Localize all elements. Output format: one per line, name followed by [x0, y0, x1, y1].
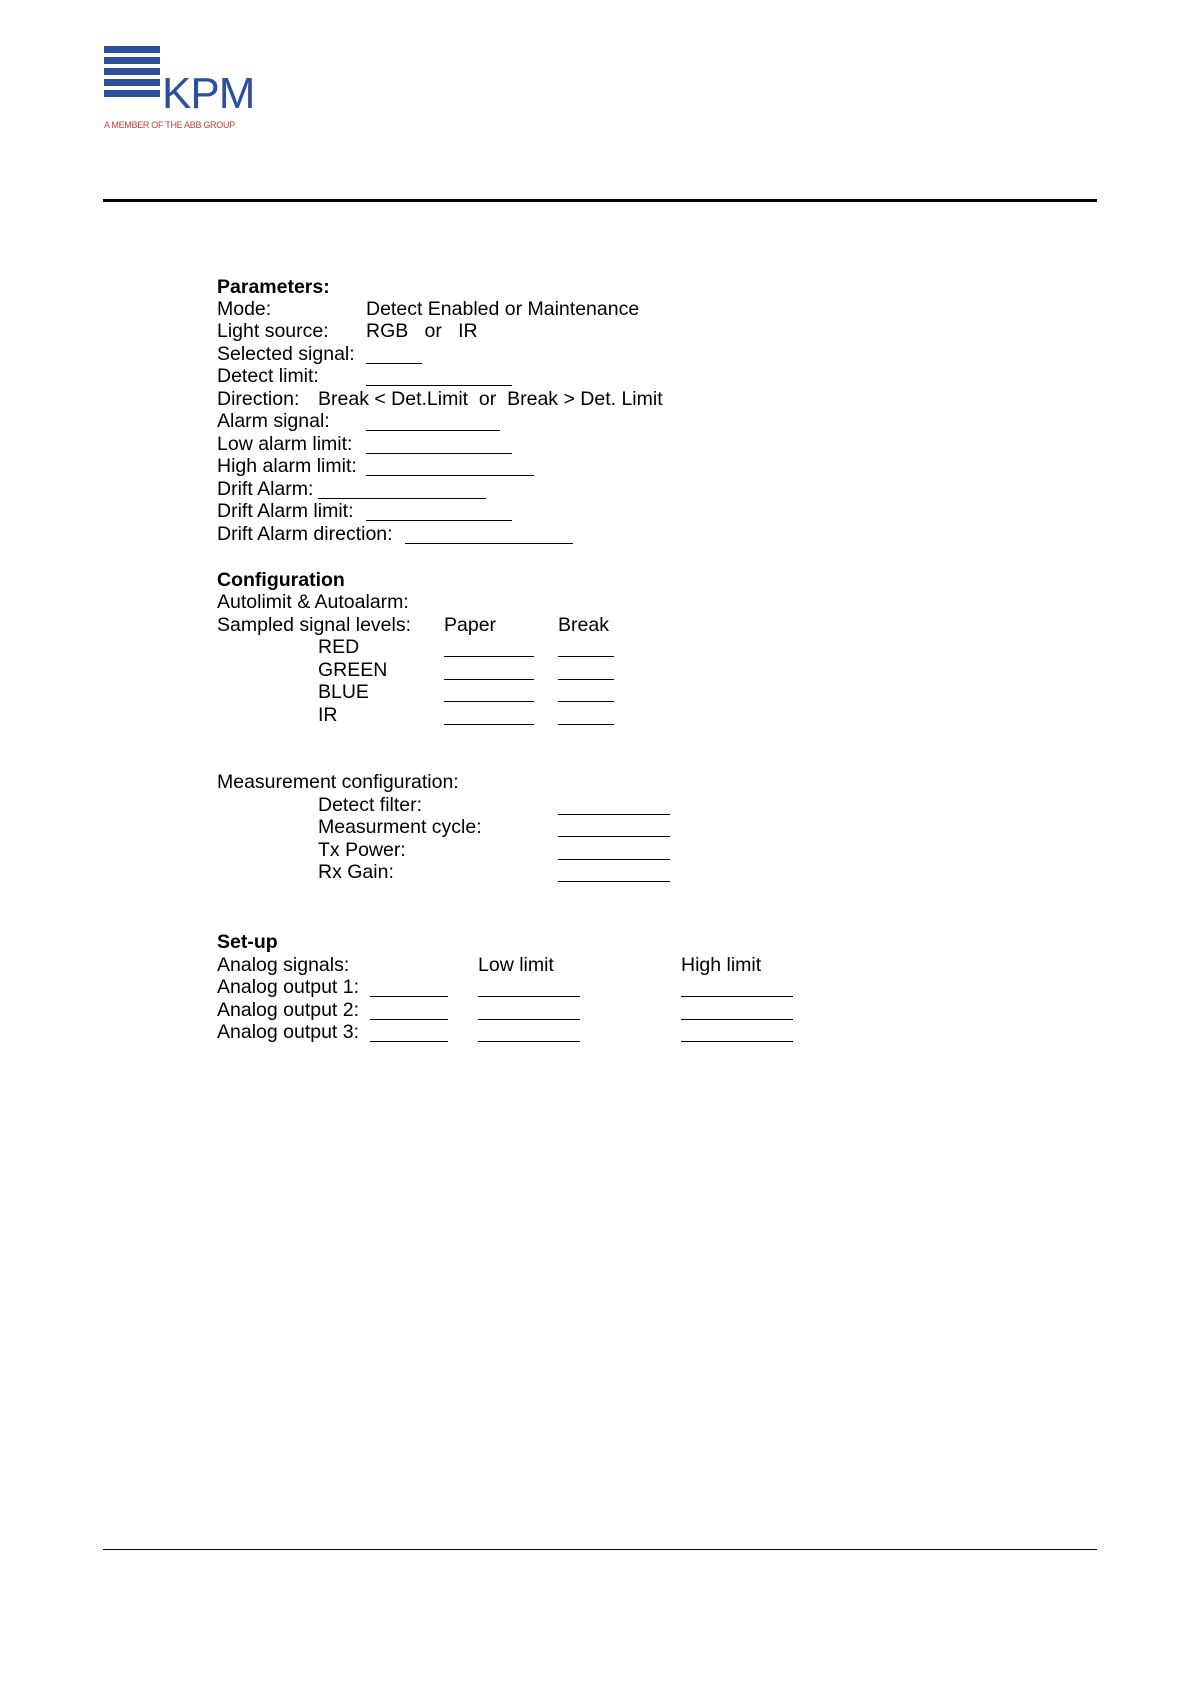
ir-paper-field[interactable] [444, 724, 534, 725]
analog-output-1-high-field[interactable] [681, 996, 793, 997]
detect-filter-label: Detect filter: [318, 794, 423, 816]
break-column-header: Break [558, 614, 609, 636]
logo-stripe [104, 57, 160, 64]
selected-signal-label: Selected signal: [217, 343, 355, 365]
analog-output-3-field[interactable] [370, 1041, 448, 1042]
green-break-field[interactable] [558, 679, 614, 680]
detect-limit-field[interactable] [366, 385, 512, 386]
light-source-row [217, 320, 478, 342]
high-limit-column-header: High limit [681, 954, 762, 976]
ir-break-field[interactable] [558, 724, 614, 725]
kpm-logo [104, 44, 254, 134]
tx-power-label: Tx Power: [318, 839, 406, 861]
channel-blue-label: BLUE [318, 681, 369, 703]
light-source-value: RGB or IR [366, 320, 478, 342]
logo-stripe [104, 68, 160, 75]
paper-column-header: Paper [444, 614, 497, 636]
direction-value: Break < Det.Limit or Break > Det. Limit [318, 388, 663, 410]
analog-output-3-label: Analog output 3: [217, 1021, 360, 1043]
drift-alarm-field[interactable] [318, 498, 486, 499]
channel-green-label: GREEN [318, 659, 388, 681]
low-alarm-field[interactable] [366, 453, 512, 454]
channel-red-label: RED [318, 636, 360, 658]
light-source-label: Light source: [217, 320, 329, 342]
selected-signal-field[interactable] [366, 363, 422, 364]
analog-signals-label: Analog signals: [217, 954, 350, 976]
green-paper-field[interactable] [444, 679, 534, 680]
red-paper-field[interactable] [444, 656, 534, 657]
rx-gain-label: Rx Gain: [318, 861, 394, 883]
high-alarm-label: High alarm limit: [217, 455, 357, 477]
drift-limit-field[interactable] [366, 520, 512, 521]
setup-heading: Set-up [217, 931, 278, 953]
analog-output-2-low-field[interactable] [478, 1019, 580, 1020]
analog-output-2-field[interactable] [370, 1019, 448, 1020]
logo-tagline: A MEMBER OF THE ABB GROUP [104, 120, 235, 130]
direction-row [217, 388, 663, 410]
logo-wordmark: KPM [162, 69, 255, 118]
blue-break-field[interactable] [558, 701, 614, 702]
parameters-heading: Parameters: [217, 276, 330, 298]
logo-stripe [104, 79, 160, 86]
detect-filter-field[interactable] [558, 814, 670, 815]
measurement-cycle-label: Measurment cycle: [318, 816, 482, 838]
high-alarm-field[interactable] [366, 475, 534, 476]
mode-value: Detect Enabled or Maintenance [366, 298, 640, 320]
mode-row [217, 298, 640, 320]
mode-label: Mode: [217, 298, 272, 320]
low-alarm-label: Low alarm limit: [217, 433, 353, 455]
drift-direction-label: Drift Alarm direction: [217, 523, 393, 545]
rx-gain-field[interactable] [558, 881, 670, 882]
measurement-cycle-field[interactable] [558, 836, 670, 837]
low-limit-column-header: Low limit [478, 954, 554, 976]
red-break-field[interactable] [558, 656, 614, 657]
analog-output-1-field[interactable] [370, 996, 448, 997]
analog-output-2-label: Analog output 2: [217, 999, 360, 1021]
direction-label: Direction: [217, 388, 300, 410]
alarm-signal-label: Alarm signal: [217, 410, 330, 432]
footer-rule [103, 1549, 1097, 1550]
alarm-signal-field[interactable] [366, 430, 500, 431]
drift-direction-field[interactable] [405, 543, 573, 544]
tx-power-field[interactable] [558, 859, 670, 860]
blue-paper-field[interactable] [444, 701, 534, 702]
analog-output-1-label: Analog output 1: [217, 976, 360, 998]
drift-alarm-label: Drift Alarm: [217, 478, 314, 500]
configuration-heading: Configuration [217, 569, 345, 591]
autolimit-label: Autolimit & Autoalarm: [217, 591, 409, 613]
analog-output-3-high-field[interactable] [681, 1041, 793, 1042]
channel-ir-label: IR [318, 704, 338, 726]
measurement-config-label: Measurement configuration: [217, 771, 459, 793]
header-rule [103, 199, 1097, 202]
detect-limit-label: Detect limit: [217, 365, 319, 387]
drift-limit-label: Drift Alarm limit: [217, 500, 354, 522]
logo-stripe [104, 90, 160, 97]
sampled-signal-label: Sampled signal levels: [217, 614, 412, 636]
analog-output-1-low-field[interactable] [478, 996, 580, 997]
logo-stripe [104, 46, 160, 53]
analog-output-3-low-field[interactable] [478, 1041, 580, 1042]
analog-output-2-high-field[interactable] [681, 1019, 793, 1020]
